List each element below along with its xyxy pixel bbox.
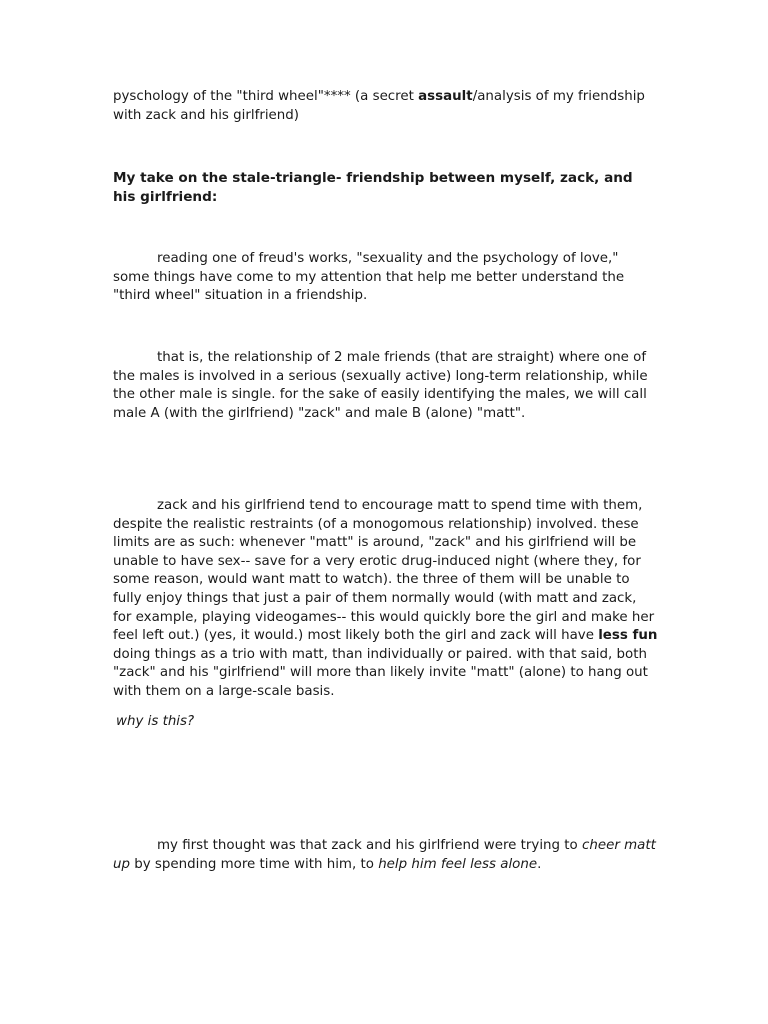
paragraph-4-text-1: my first thought was that zack and his girlfriend were trying to xyxy=(157,838,583,853)
paragraph-4 xyxy=(113,837,658,874)
paragraph-3-text-start: zack and his girlfriend tend to encourage matt to spend time with them, despite the realistic restraints (of a monogomous relationship) involved. these limits are as such: whenever "matt" is around, "zack" and his girlfriend will be unable to have sex-- save for a very erotic drug-induced night (where they, for some reason, would want matt to watch). the three of them will be unable to fully enjoy things that just a pair of them normally would (with matt and zack, for example, playing videogames-- this would quickly bore the girl and make her feel left out.) (yes, it would.) most likely both the girl and zack will have xyxy=(113,498,655,644)
intro-bold-word: assault xyxy=(418,89,473,104)
paragraph-1-text: reading one of freud's works, "sexuality and the psychology of love," some things have come to my attention that help me better understand the "third wheel" situation in a friendship. xyxy=(113,251,625,304)
paragraph-4-text-2: by spending more time with him, to xyxy=(130,856,379,872)
paragraph-3 xyxy=(113,497,658,702)
document-heading: My take on the stale-triangle- friendship between myself, zack, and his girlfriend: xyxy=(113,170,633,205)
paragraph-1 xyxy=(113,250,658,306)
intro-text-end: /analysis of my friendship with zack and his girlfriend) xyxy=(113,89,645,123)
paragraph-3-bold-phrase: less fun xyxy=(598,628,658,644)
question-line: why is this? xyxy=(116,714,195,729)
intro-line xyxy=(113,88,658,125)
intro-text-start: pyschology of the "third wheel"**** (a secret xyxy=(113,89,419,104)
paragraph-2 xyxy=(113,349,658,423)
paragraph-3-text-end: doing things as a trio with matt, than individually or paired. with that said, both "zack" and his "girlfriend" will more than likely invite "matt" (alone) to hang out with them on a large-scale basis. xyxy=(113,646,648,699)
paragraph-2-text: that is, the relationship of 2 male friends (that are straight) where one of the males is involved in a serious (sexually active) long-term relationship, while the other male is single. for the sake of easily identifying the males, we will call male A (with the girlfriend) "zack" and male B (alone) "matt". xyxy=(113,350,648,421)
paragraph-4-italic-1: cheer matt up xyxy=(113,838,656,872)
paragraph-4-text-3: . xyxy=(537,856,542,872)
paragraph-4-italic-2: help him feel less alone xyxy=(378,856,538,872)
